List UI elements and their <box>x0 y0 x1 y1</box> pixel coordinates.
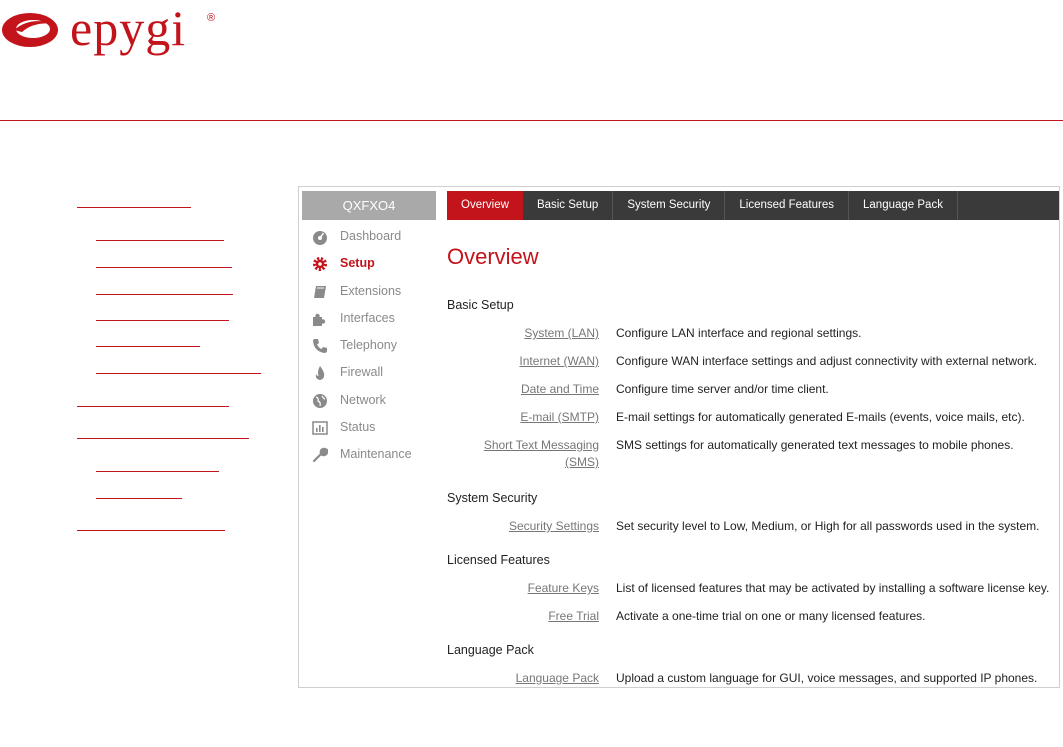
security-settings-description: Set security level to Low, Medium, or High for all passwords used in the system. <box>616 519 1040 533</box>
section-basic-setup: Basic Setup <box>447 298 514 312</box>
system-lan-description: Configure LAN interface and regional settings. <box>616 326 862 340</box>
page-title: Overview <box>447 244 539 269</box>
sms-link-line1[interactable]: Short Text Messaging <box>483 438 599 452</box>
email-smtp-link[interactable]: E-mail (SMTP) <box>520 410 599 424</box>
tab-licensed-features[interactable]: Licensed Features <box>725 191 849 220</box>
sidebar-item-label: Network <box>340 392 386 407</box>
sidebar-item-network[interactable] <box>299 387 444 414</box>
tab-language-pack[interactable]: Language Pack <box>849 191 958 220</box>
sidebar-item-maintenance[interactable] <box>299 441 444 468</box>
sidebar-item-label: Interfaces <box>340 310 395 325</box>
sidebar-item-status[interactable] <box>299 414 444 441</box>
toc-link[interactable] <box>77 207 191 208</box>
toc-link[interactable] <box>96 373 261 374</box>
sidebar-item-label: Status <box>340 420 376 435</box>
sidebar-item-interfaces[interactable] <box>299 305 444 332</box>
sidebar-item-label: Extensions <box>340 283 402 298</box>
language-pack-description: Upload a custom language for GUI, voice messages, and supported IP phones. <box>616 671 1038 685</box>
toc-link[interactable] <box>96 346 200 347</box>
toc-link[interactable] <box>96 267 232 268</box>
section-system-security: System Security <box>447 491 538 505</box>
top-tabs <box>447 191 1059 220</box>
section-licensed-features: Licensed Features <box>447 553 550 567</box>
internet-wan-link[interactable]: Internet (WAN) <box>519 354 599 368</box>
puzzle-icon <box>312 311 328 327</box>
brand-name: epygi <box>70 0 187 56</box>
brand-registered-mark: ® <box>207 12 216 24</box>
toc-link[interactable] <box>96 240 224 241</box>
overview-panel <box>447 223 1059 687</box>
date-time-description: Configure time server and/or time client. <box>616 382 829 396</box>
device-name: QXFXO4 <box>302 191 436 220</box>
sidebar-item-label: Firewall <box>340 365 384 380</box>
sidebar-item-label: Dashboard <box>340 229 402 243</box>
feature-keys-description: List of licensed features that may be activated by installing a software license key. <box>616 581 1050 595</box>
toc-link[interactable] <box>77 438 249 439</box>
email-smtp-description: E-mail settings for automatically generated E-mails (events, voice mails, etc). <box>616 410 1025 424</box>
flame-icon <box>312 365 328 381</box>
sidebar <box>299 223 444 469</box>
toc-link[interactable] <box>96 471 219 472</box>
tab-overview[interactable]: Overview <box>447 191 523 220</box>
globe-icon <box>312 393 328 409</box>
toc-link[interactable] <box>96 294 233 295</box>
sidebar-item-dashboard[interactable] <box>299 223 444 250</box>
sidebar-item-label: Setup <box>340 256 375 271</box>
gear-icon <box>312 256 328 272</box>
phone-icon <box>312 338 328 354</box>
free-trial-description: Activate a one-time trial on one or many licensed features. <box>616 609 926 623</box>
sms-link-line2[interactable]: (SMS) <box>565 455 599 469</box>
epygi-logo <box>0 0 230 56</box>
internet-wan-description: Configure WAN interface settings and adjust connectivity with external network. <box>616 354 1038 368</box>
tab-system-security[interactable]: System Security <box>613 191 725 220</box>
sidebar-item-setup[interactable] <box>299 250 444 277</box>
tab-basic-setup[interactable]: Basic Setup <box>523 191 613 220</box>
header-rule <box>0 120 1063 121</box>
security-settings-link[interactable]: Security Settings <box>508 519 599 533</box>
toc-link[interactable] <box>96 498 182 499</box>
sidebar-item-extensions[interactable] <box>299 278 444 305</box>
free-trial-link[interactable]: Free Trial <box>548 609 599 623</box>
dashboard-icon <box>312 229 328 245</box>
toc-link[interactable] <box>77 530 225 531</box>
epygi-swirl-icon <box>0 10 64 50</box>
chart-icon <box>312 420 328 436</box>
wrench-icon <box>312 447 328 463</box>
sidebar-item-firewall[interactable] <box>299 359 444 386</box>
feature-keys-link[interactable]: Feature Keys <box>527 581 599 595</box>
system-lan-link[interactable]: System (LAN) <box>524 326 599 340</box>
section-language-pack: Language Pack <box>447 643 534 657</box>
sidebar-item-label: Telephony <box>340 338 397 353</box>
toc-link[interactable] <box>96 320 229 321</box>
sidebar-item-telephony[interactable] <box>299 332 444 359</box>
date-time-link[interactable]: Date and Time <box>520 382 599 396</box>
language-pack-link[interactable]: Language Pack <box>515 671 599 685</box>
sidebar-item-label: Maintenance <box>340 447 412 462</box>
sms-description: SMS settings for automatically generated text messages to mobile phones. <box>616 438 1014 452</box>
gui-screenshot <box>298 186 1060 688</box>
book-icon <box>312 284 328 300</box>
toc-link[interactable] <box>77 406 229 407</box>
